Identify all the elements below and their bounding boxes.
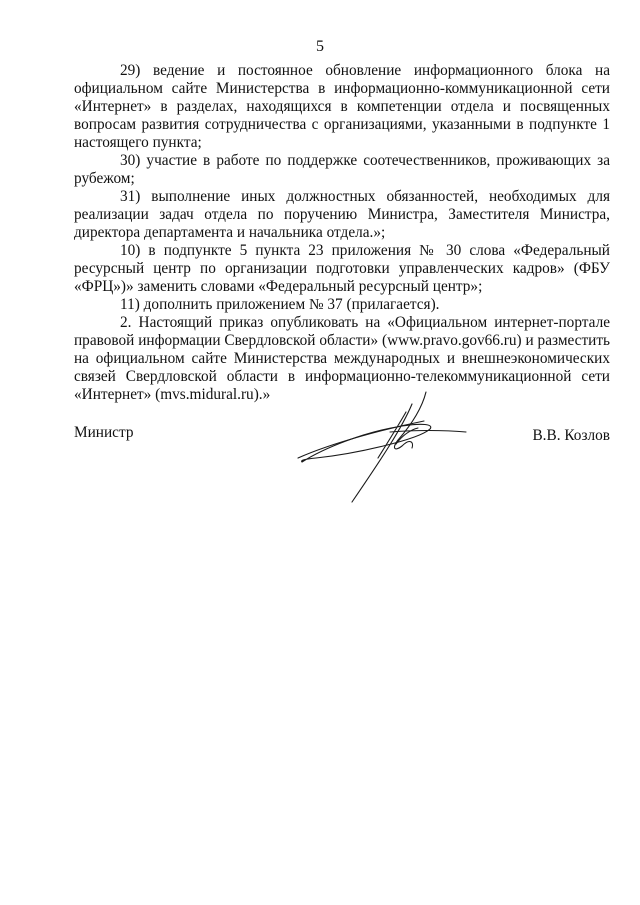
signer-role: Министр	[74, 424, 134, 441]
paragraph-amendment-10: 10) в подпункте 5 пункта 23 приложения № 30 слова «Федеральный ресурсный центр по организации подготовки управленческих кадров» (ФБУ «ФРЦ»)» заменить словами «Федеральный ресурсный центр»;	[74, 242, 610, 295]
paragraph-item-30: 30) участие в работе по поддержке соотечественников, проживающих за рубежом;	[74, 152, 610, 187]
page-number: 5	[316, 38, 324, 55]
paragraph-item-31: 31) выполнение иных должностных обязанностей, необходимых для реализации задач отдела по поручению Министра, Заместителя Министра, директора департамента и начальника отдела.»;	[74, 188, 610, 241]
document-body	[74, 62, 610, 404]
paragraph-item-29: 29) ведение и постоянное обновление информационного блока на официальном сайте Министерства в информационно-коммуникационной сети «Интернет» в разделах, находящихся в компетенции отдела и посвященных вопросам развития сотрудничества с организациями, указанными в подпункте 1 настоящего пункта;	[74, 62, 610, 151]
paragraph-amendment-11: 11) дополнить приложением № 37 (прилагается).	[120, 296, 440, 313]
handwritten-signature	[294, 388, 474, 506]
paragraph-publication-order: 2. Настоящий приказ опубликовать на «Официальном интернет-портале правовой информации Свердловской области» (www.pravo.gov66.ru) и разместить на официальном сайте Министерства международных и внешнеэкономических связей Свердловской области в информационно-телекоммуникационной сети «Интернет» (mvs.midural.ru).»	[74, 314, 610, 403]
signer-name: В.В. Козлов	[532, 427, 610, 444]
